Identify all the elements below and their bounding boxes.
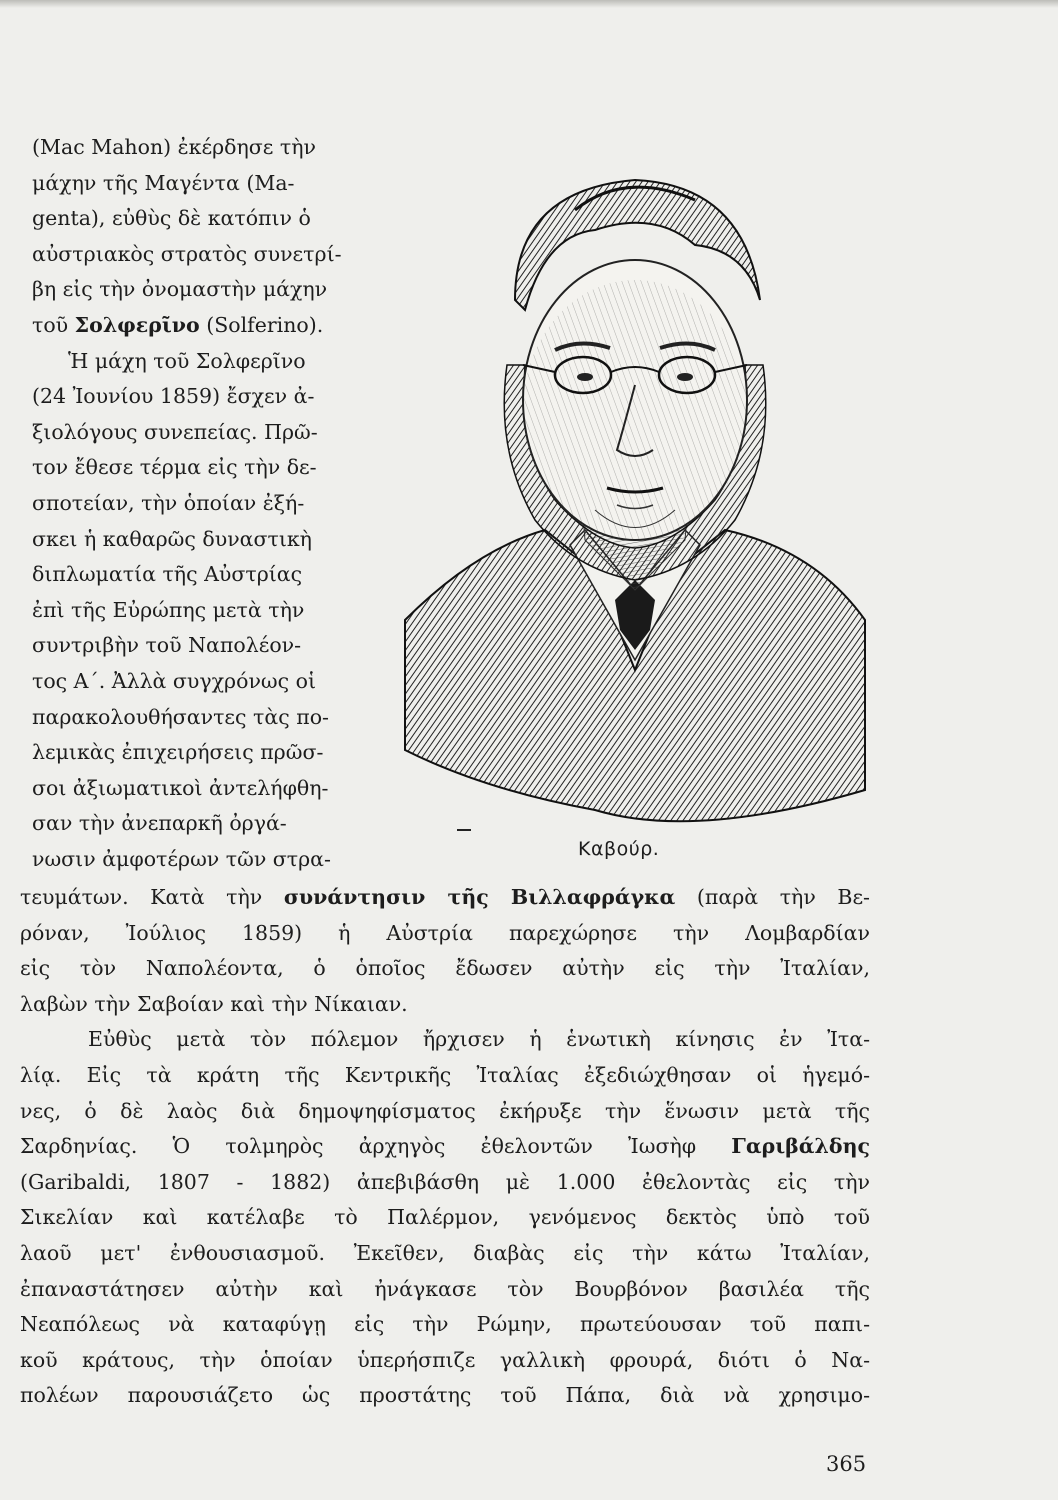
- text-line: λαοῦ μετ' ἐνθουσιασμοῦ. Ἐκεῖθεν, διαβὰς εἰς τὴν κάτω Ἰταλίαν,: [20, 1240, 870, 1265]
- text-line: νωσιν ἀμφοτέρων τῶν στρα-: [32, 846, 331, 871]
- text-line: παρακολουθήσαντες τὰς πο-: [32, 704, 329, 729]
- text-line: Νεαπόλεως νὰ καταφύγῃ εἰς τὴν Ρώμην, πρωτεύουσαν τοῦ παπι-: [20, 1312, 870, 1337]
- text-line: ἐπὶ τῆς Εὐρώπης μετὰ τὴν: [32, 597, 305, 622]
- text-line: σποτείαν, τὴν ὁποίαν ἐξή-: [32, 490, 305, 515]
- text-line: σαν τὴν ἀνεπαρκῆ ὀργά-: [32, 811, 287, 836]
- page-edge: [0, 0, 1058, 8]
- text-column-full: [20, 880, 870, 1414]
- text-line: genta), εὐθὺς δὲ κατόπιν ὁ: [32, 206, 311, 231]
- text-line: κοῦ κράτους, τὴν ὁποίαν ὑπερήσπιζε γαλλικὴ φρουρά, διότι ὁ Να-: [20, 1347, 870, 1372]
- bold-term-villafranca: συνάντησιν τῆς Βιλλαφράγκα: [283, 885, 676, 909]
- text-line: πολέων παρουσιάζετο ὡς προστάτης τοῦ Πάπα, διὰ νὰ χρησιμο-: [20, 1383, 870, 1408]
- text-run: Σαρδηνίας. Ὁ τολμηρὸς ἀρχηγὸς ἐθελοντῶν Ἰωσὴφ: [20, 1134, 732, 1159]
- text-line: (Mac Mahon) ἐκέρδησε τὴν: [32, 135, 317, 159]
- bold-term-garibaldi: Γαριβάλδης: [731, 1134, 870, 1159]
- text-line: (Garibaldi, 1807 - 1882) ἀπεβιβάσθη μὲ 1.000 ἐθελοντὰς εἰς τὴν: [20, 1169, 870, 1194]
- text-line: Σικελίαν καὶ κατέλαβε τὸ Παλέρμον, γενόμενος δεκτὸς ὑπὸ τοῦ: [20, 1205, 870, 1230]
- paragraph-start-line: Ἡ μάχη τοῦ Σολφερῖνο: [68, 348, 306, 373]
- text-line: ξιολόγους συνεπείας. Πρῶ-: [32, 419, 318, 444]
- text-column-wrapped: [32, 130, 400, 877]
- text-line: τον ἔθεσε τέρμα εἰς τὴν δε-: [32, 455, 317, 480]
- text-line: μάχην τῆς Μαγέντα (Ma-: [32, 170, 295, 195]
- paragraph-start-line: Εὐθὺς μετὰ τὸν πόλεμον ἤρχισεν ἡ ἑνωτικὴ κίνησις ἐν Ἰτα-: [88, 1027, 870, 1052]
- text-run: (παρὰ τὴν Βε-: [675, 885, 870, 909]
- text-line: βη εἰς τὴν ὀνομαστὴν μάχην: [32, 277, 328, 302]
- text-run: τευμάτων. Κατὰ τὴν: [20, 885, 284, 909]
- text-line: διπλωματία τῆς Αὐστρίας: [32, 562, 303, 587]
- text-line: λίᾳ. Εἰς τὰ κράτη τῆς Κεντρικῆς Ἰταλίας ἐξεδιώχθησαν οἱ ἡγεμό-: [20, 1062, 870, 1087]
- text-line: λεμικὰς ἐπιχειρήσεις πρῶσ-: [32, 740, 324, 765]
- text-line: εἰς τὸν Ναπολέοντα, ὁ ὁποῖος ἔδωσεν αὐτὴν εἰς τὴν Ἰταλίαν,: [20, 956, 870, 981]
- text-line: συντριβὴν τοῦ Ναπολέον-: [32, 633, 302, 658]
- text-line: [20, 880, 870, 916]
- text-line: νες, ὁ δὲ λαὸς διὰ δημοψηφίσματος ἐκήρυξε τὴν ἕνωσιν μετὰ τῆς: [20, 1098, 870, 1123]
- text-run: (Solferino).: [199, 312, 324, 337]
- text-line: [32, 308, 400, 344]
- page-number: 365: [826, 1452, 867, 1476]
- text-line: αὐστριακὸς στρατὸς συνετρί-: [32, 241, 342, 266]
- text-run: τοῦ: [32, 312, 75, 337]
- text-line: σκει ἡ καθαρῶς δυναστικὴ: [32, 526, 312, 551]
- text-line: ἐπαναστάτησεν αὐτὴν καὶ ἠνάγκασε τὸν Βουρβόνον βασιλέα τῆς: [20, 1276, 870, 1301]
- text-line: τος Α΄. Ἀλλὰ συγχρόνως οἱ: [32, 668, 316, 693]
- portrait-engraving: [395, 150, 875, 840]
- text-line: (24 Ἰουνίου 1859) ἔσχεν ἀ-: [32, 384, 315, 409]
- text-line: σοι ἀξιωματικοὶ ἀντελήφθη-: [32, 775, 329, 800]
- text-line: [20, 1129, 870, 1165]
- text-line: ρόναν, Ἰούλιος 1859) ἡ Αὐστρία παρεχώρησε τὴν Λομβαρδίαν: [20, 920, 870, 945]
- figure-caption: Καβούρ.: [578, 838, 660, 860]
- bold-term-solferino: Σολφερῖνο: [74, 312, 200, 337]
- text-line: λαβὼν τὴν Σαβοίαν καὶ τὴν Νίκαιαν.: [20, 991, 408, 1016]
